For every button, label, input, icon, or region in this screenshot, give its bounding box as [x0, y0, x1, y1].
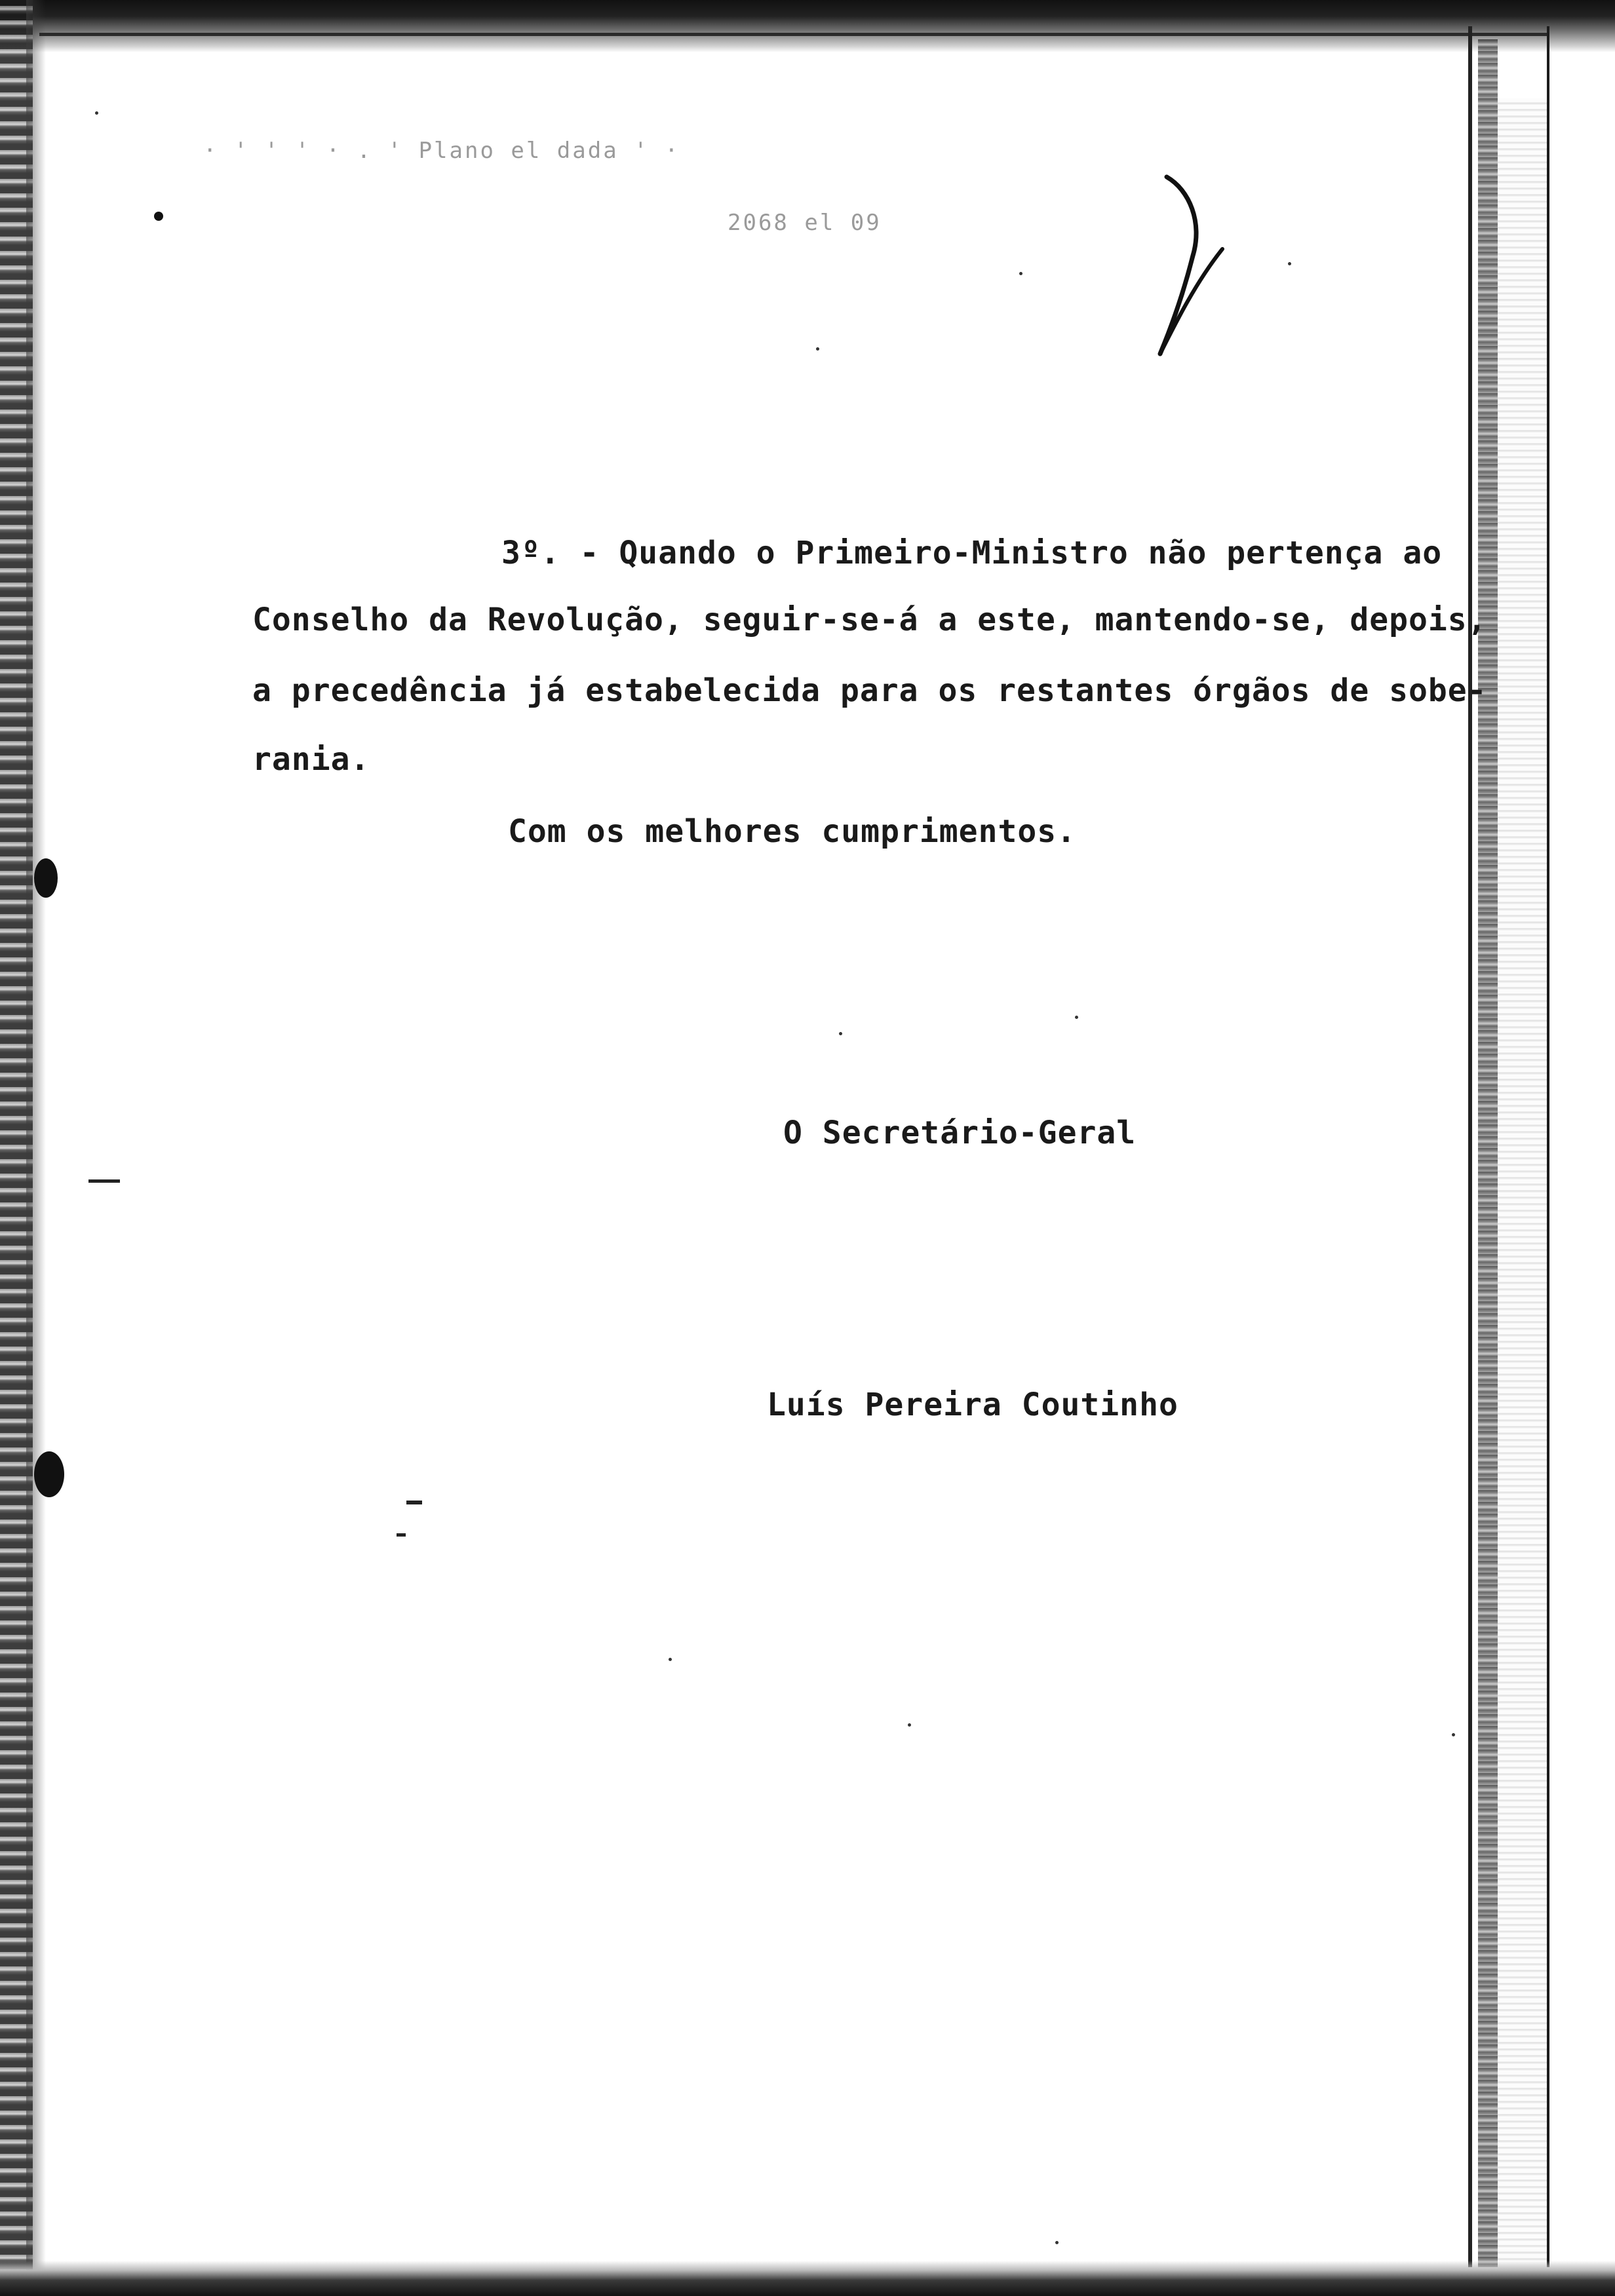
- stray-mark: [839, 1032, 842, 1035]
- stray-mark: [908, 1723, 911, 1727]
- stray-mark: [1019, 272, 1022, 275]
- handwritten-initial: [1140, 164, 1245, 367]
- stray-mark: [406, 1501, 422, 1504]
- stray-mark: [1288, 262, 1291, 265]
- stray-mark: [397, 1533, 406, 1537]
- stray-mark: [88, 1179, 120, 1183]
- faded-header-line: 2068 el 09: [728, 210, 882, 236]
- closing-line: Com os melhores cumprimentos.: [508, 813, 1077, 850]
- stray-mark: [1055, 2241, 1059, 2244]
- page-right-margin-texture: [1498, 98, 1547, 2261]
- ink-dot: [154, 212, 163, 221]
- stray-mark: [669, 1658, 672, 1661]
- stray-mark: [1452, 1733, 1455, 1736]
- stray-mark: [816, 347, 819, 351]
- scan-top-edge: [0, 0, 1615, 52]
- binder-hole-mark: [34, 858, 58, 898]
- faded-header-line: · ' ' ' · . ' Plano el dada ' ·: [203, 138, 680, 164]
- signatory-title: O Secretário-Geral: [783, 1115, 1137, 1151]
- stray-mark: [1075, 1016, 1078, 1019]
- page-outer-right-border: [1547, 26, 1549, 2267]
- paragraph-line: a precedência já estabelecida para os restantes órgãos de sobe-: [252, 672, 1487, 709]
- page-right-border: [1468, 26, 1472, 2267]
- paragraph-line: rania.: [252, 741, 370, 778]
- stray-mark: [95, 111, 98, 115]
- page-top-border: [39, 33, 1547, 36]
- scan-bottom-edge: [0, 2261, 1615, 2296]
- scan-left-shadow: [26, 0, 46, 2296]
- signatory-name: Luís Pereira Coutinho: [767, 1387, 1178, 1423]
- binder-hole-mark: [34, 1451, 64, 1497]
- paragraph-line: 3º. - Quando o Primeiro-Ministro não pertença ao: [501, 535, 1443, 571]
- page-right-binding-strip: [1478, 39, 1498, 2267]
- paragraph-line: Conselho da Revolução, seguir-se-á a este, mantendo-se, depois,: [252, 602, 1487, 638]
